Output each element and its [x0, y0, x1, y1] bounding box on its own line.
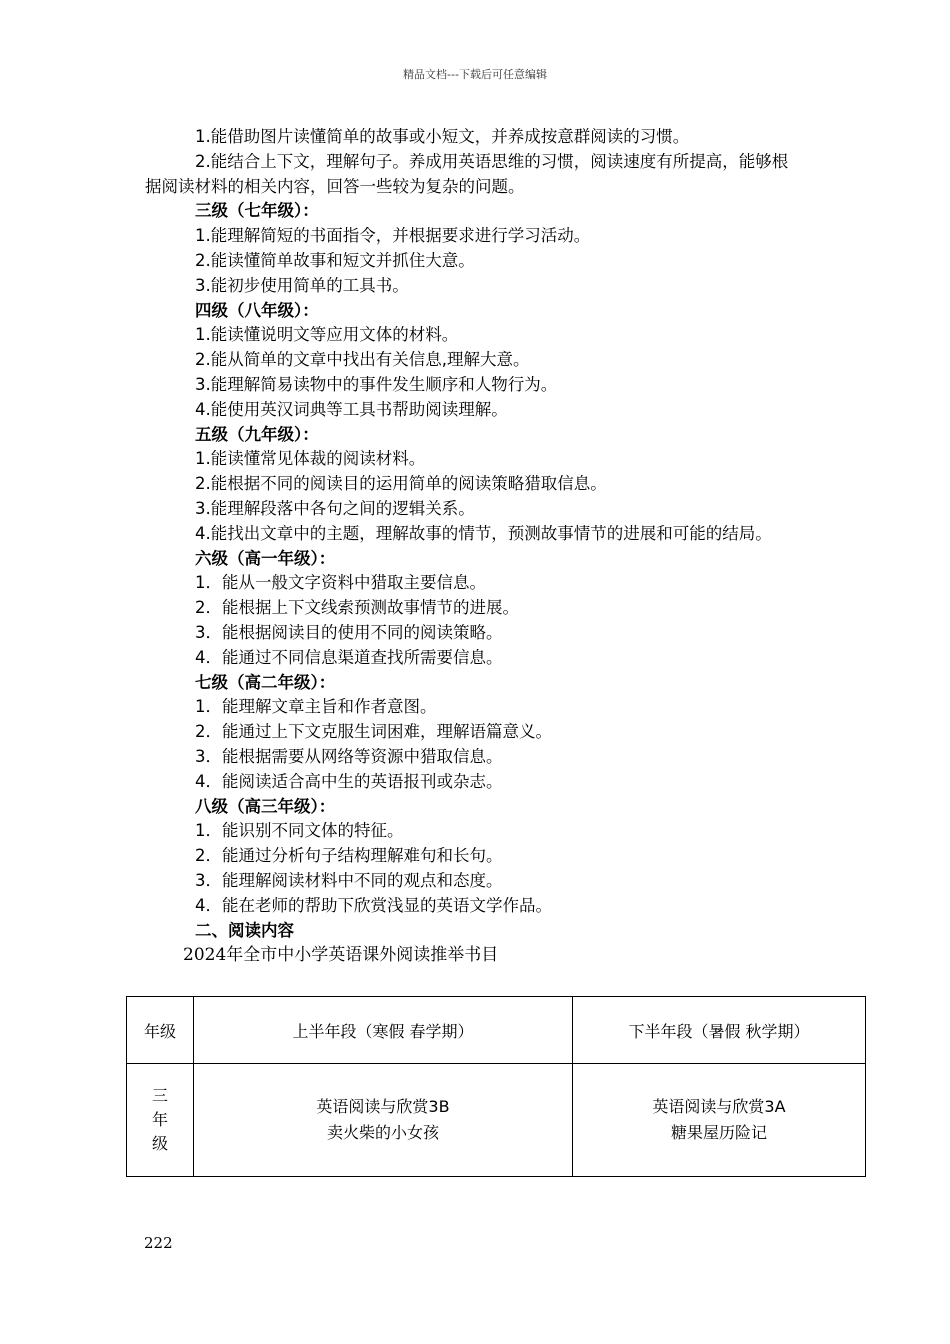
grade-label: 三年级	[151, 1085, 168, 1153]
level7-item-1: 1．能理解文章主旨和作者意图。	[195, 697, 437, 717]
first-half-cell	[194, 1064, 573, 1177]
level8-item-4: 4．能在老师的帮助下欣赏浅显的英语文学作品。	[195, 895, 552, 915]
level3-item-2: 2.能读懂简单故事和短文并抓住大意。	[195, 250, 475, 270]
level4-item-2: 2.能从简单的文章中找出有关信息,理解大意。	[195, 350, 530, 370]
second-half-cell	[573, 1064, 866, 1177]
page-header: 精品文档---下载后可任意编辑	[403, 68, 547, 81]
level3-item-1: 1.能理解简短的书面指令，并根据要求进行学习活动。	[195, 226, 591, 246]
reading-list-table	[126, 996, 866, 1177]
level8-item-3: 3．能理解阅读材料中不同的观点和态度。	[195, 870, 503, 890]
header-first-half: 上半年段（寒假 春学期）	[194, 997, 573, 1064]
level5-item-4: 4.能找出文章中的主题，理解故事的情节，预测故事情节的进展和可能的结局。	[195, 523, 772, 543]
header-second-half: 下半年段（暑假 秋学期）	[573, 997, 866, 1064]
level6-item-4: 4．能通过不同信息渠道查找所需要信息。	[195, 647, 503, 667]
level2-item-1: 1.能借助图片读懂简单的故事或小短文，并养成按意群阅读的习惯。	[195, 127, 690, 146]
document-body	[145, 125, 795, 967]
level7-item-3: 3．能根据需要从网络等资源中猎取信息。	[195, 746, 503, 766]
level5-item-1: 1.能读懂常见体裁的阅读材料。	[195, 449, 426, 469]
level7-heading: 七级（高二年级）：	[195, 672, 336, 692]
level2-item-2: 2.能结合上下文，理解句子。养成用英语思维的习惯，阅读速度有所提高，能够根据阅读材料的相关内容，回答一些较为复杂的问题。	[145, 151, 789, 196]
grade-cell	[127, 1064, 194, 1177]
table-caption: 2024年全市中小学英语课外阅读推举书目	[183, 945, 499, 966]
level4-heading: 四级（八年级）：	[195, 300, 319, 320]
page-number: 222	[144, 1234, 173, 1252]
level8-item-2: 2．能通过分析句子结构理解难句和长句。	[195, 846, 503, 866]
level4-item-3: 3.能理解简易读物中的事件发生顺序和人物行为。	[195, 374, 558, 394]
level8-item-1: 1．能识别不同文体的特征。	[195, 821, 404, 841]
level6-heading: 六级（高一年级）：	[195, 548, 336, 568]
level3-item-3: 3.能初步使用简单的工具书。	[195, 275, 409, 295]
book-title: 英语阅读与欣赏3B	[316, 1097, 450, 1116]
level6-item-3: 3．能根据阅读目的使用不同的阅读策略。	[195, 622, 503, 642]
level4-item-1: 1.能读懂说明文等应用文体的材料。	[195, 325, 459, 345]
level8-heading: 八级（高三年级）：	[195, 796, 336, 816]
table-header-row	[127, 997, 866, 1064]
level5-item-2: 2.能根据不同的阅读目的运用简单的阅读策略猎取信息。	[195, 474, 607, 494]
table-row	[127, 1064, 866, 1177]
section-2-heading: 二、阅读内容	[195, 920, 294, 940]
book-title: 英语阅读与欣赏3A	[652, 1097, 786, 1116]
level7-item-2: 2．能通过上下文克服生词困难，理解语篇意义。	[195, 722, 552, 742]
level4-item-4: 4.能使用英汉词典等工具书帮助阅读理解。	[195, 399, 508, 419]
book-title: 糖果屋历险记	[670, 1123, 767, 1142]
header-grade: 年级	[127, 997, 194, 1064]
level6-item-1: 1．能从一般文字资料中猎取主要信息。	[195, 573, 486, 593]
level6-item-2: 2．能根据上下文线索预测故事情节的进展。	[195, 598, 519, 618]
level5-item-3: 3.能理解段落中各句之间的逻辑关系。	[195, 498, 475, 518]
level3-heading: 三级（七年级）：	[195, 201, 319, 221]
level7-item-4: 4．能阅读适合高中生的英语报刊或杂志。	[195, 771, 503, 791]
level5-heading: 五级（九年级）：	[195, 424, 319, 444]
book-title: 卖火柴的小女孩	[326, 1123, 439, 1142]
